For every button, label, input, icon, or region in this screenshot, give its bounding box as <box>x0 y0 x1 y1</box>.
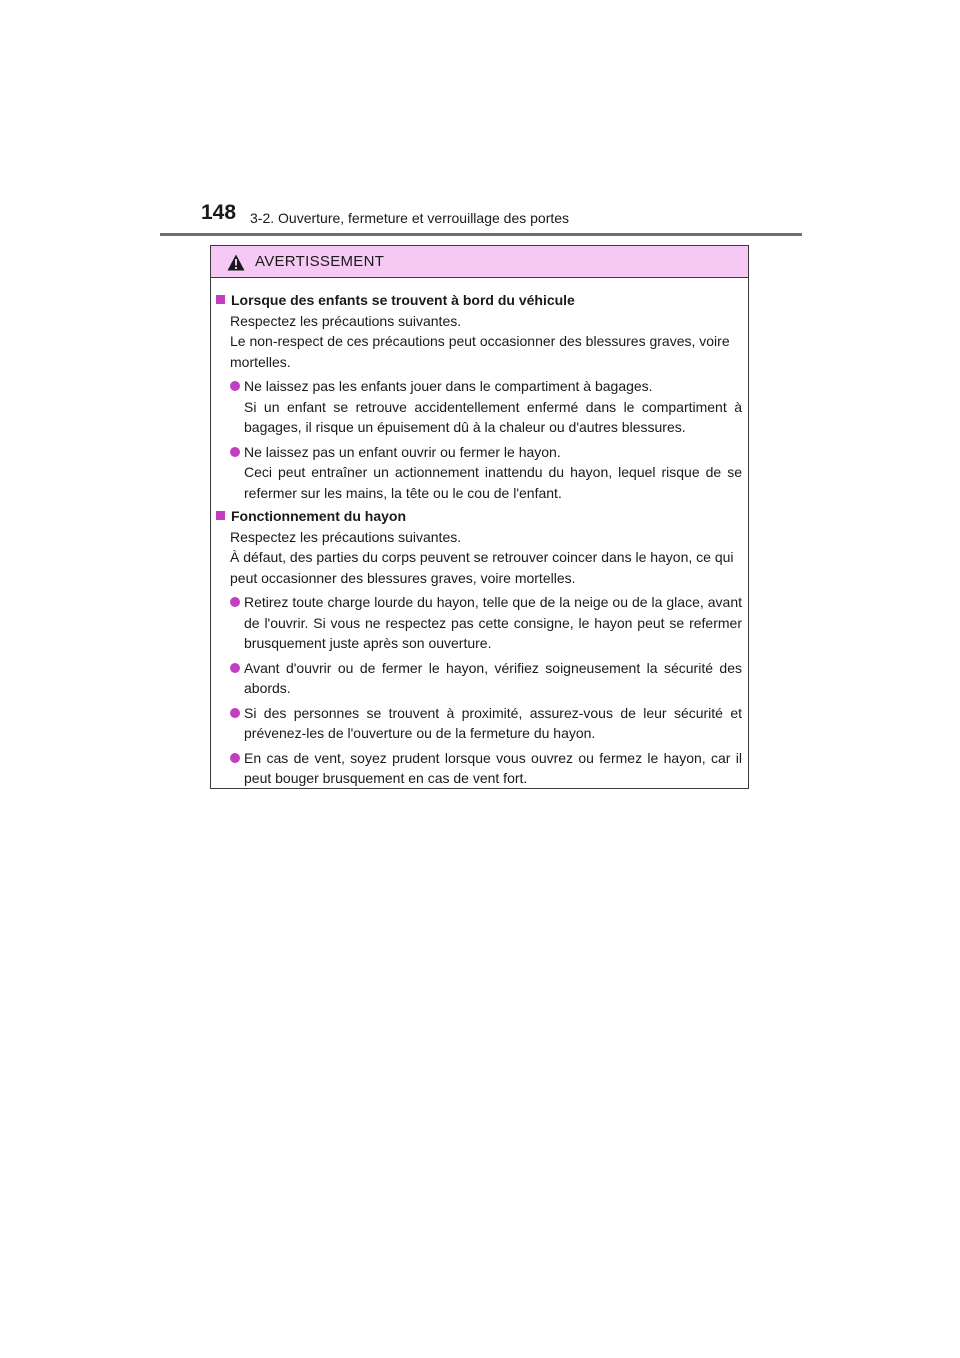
list-item <box>216 703 742 744</box>
circle-bullet-icon <box>230 663 240 673</box>
list-item <box>216 442 742 504</box>
section-heading-text: Lorsque des enfants se trouvent à bord du véhicule <box>231 292 575 308</box>
bullet-line: Ne laissez pas un enfant ouvrir ou fermer le hayon. <box>244 443 561 460</box>
circle-bullet-icon <box>230 381 240 391</box>
warning-triangle-icon <box>227 254 245 271</box>
warning-box <box>210 245 749 789</box>
warning-header <box>211 246 748 278</box>
circle-bullet-icon <box>230 597 240 607</box>
warning-title: AVERTISSEMENT <box>255 253 385 270</box>
section-heading-text: Fonctionnement du hayon <box>231 508 406 524</box>
section-intro: Respectez les précautions suivantes. <box>230 312 462 329</box>
bullet-text: Retirez toute charge lourde du hayon, telle que de la neige ou de la glace, avant de l'ouvrir. Si vous ne respectez pas cette consigne, le hayon peut se refermer brusquement juste après son ouverture. <box>244 594 742 651</box>
circle-bullet-icon <box>230 447 240 457</box>
bullet-line: Si un enfant se retrouve accidentellement enfermé dans le compartiment à bagages, il risque un épuisement dû à la chaleur ou d'autres blessures. <box>244 398 742 435</box>
section-intro: Respectez les précautions suivantes. <box>230 528 462 545</box>
section-intro: À défaut, des parties du corps peuvent se retrouver coincer dans le hayon, ce qui peut occasionner des blessures graves, voire mortelles. <box>230 549 734 586</box>
bullet-text <box>244 376 742 438</box>
list-item <box>216 376 742 438</box>
header-rule <box>160 233 802 236</box>
section-intro: Le non-respect de ces précautions peut occasionner des blessures graves, voire mortelles. <box>230 333 730 370</box>
section-heading-tailgate <box>216 506 742 527</box>
warning-body <box>211 278 748 789</box>
circle-bullet-icon <box>230 753 240 763</box>
square-bullet-icon <box>216 295 225 304</box>
list-item <box>216 748 742 789</box>
bullet-line: Ne laissez pas les enfants jouer dans le compartiment à bagages. <box>244 378 653 394</box>
bullet-text: En cas de vent, soyez prudent lorsque vous ouvrez ou fermez le hayon, car il peut bouger brusquement en cas de vent fort. <box>244 749 742 786</box>
list-item <box>216 592 742 654</box>
square-bullet-icon <box>216 511 225 520</box>
section-title: 3-2. Ouverture, fermeture et verrouillage des portes <box>250 210 570 226</box>
bullet-text: Si des personnes se trouvent à proximité, assurez-vous de leur sécurité et prévenez-les de l'ouverture ou de la fermeture du hayon. <box>244 704 742 741</box>
bullet-text <box>244 442 742 504</box>
page-number: 148 <box>201 201 237 224</box>
section-heading-children <box>216 290 742 311</box>
bullet-line: Ceci peut entraîner un actionnement inattendu du hayon, lequel risque de se refermer sur les mains, la tête ou le cou de l'enfant. <box>244 464 742 501</box>
bullet-text: Avant d'ouvrir ou de fermer le hayon, vérifiez soigneusement la sécurité des abords. <box>244 659 742 696</box>
list-item <box>216 658 742 699</box>
circle-bullet-icon <box>230 708 240 718</box>
